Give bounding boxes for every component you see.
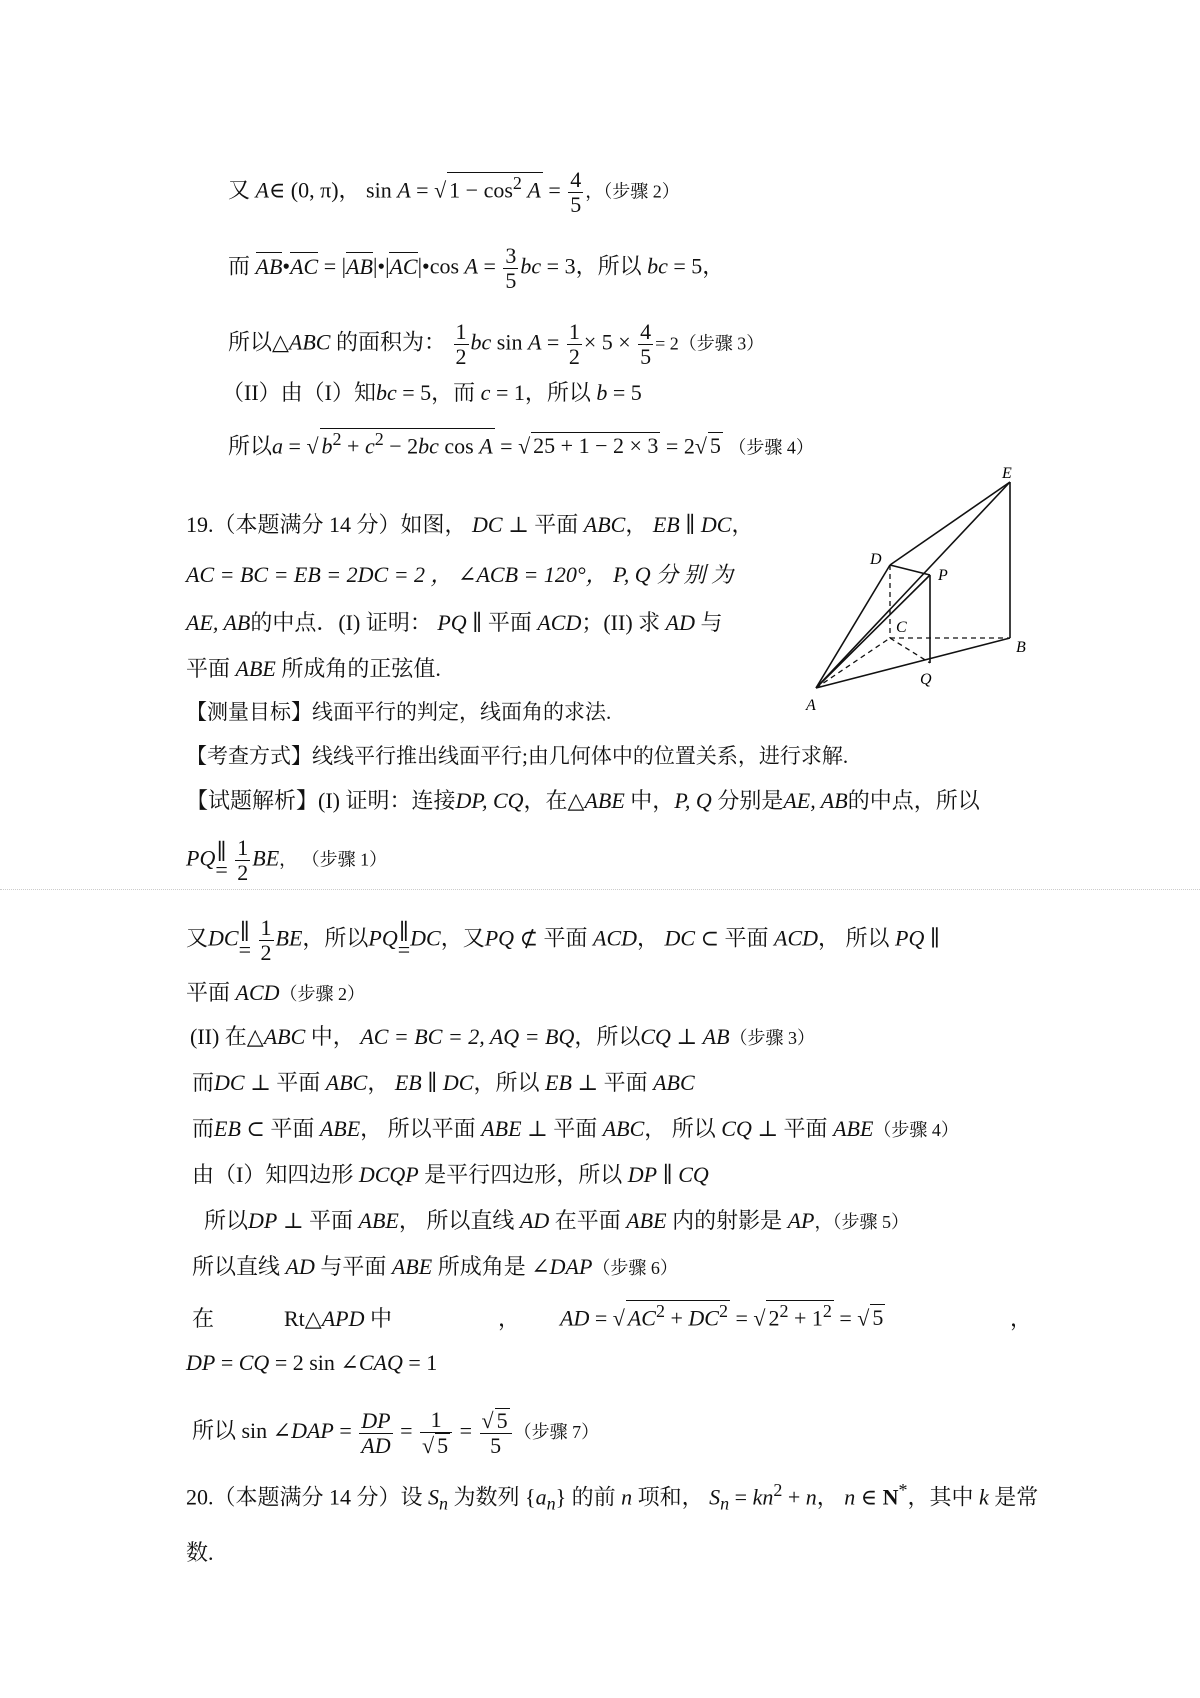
fraction: $\frac{4}{5}$	[570, 167, 582, 218]
solution-ad-comma: ，	[1010, 1306, 1033, 1331]
question-19-line3: AE, AB的中点．(I) 证明： PQ ∥ 平面 ACD；(II) 求 AD 与	[186, 610, 723, 635]
fraction: $\frac{3}{5}$	[505, 243, 517, 294]
solution-step3: (II) 在△ABC 中， AC = BC = 2, AQ = BQ，所以CQ ⊥ AB（步骤 3）	[190, 1024, 816, 1049]
label-b: B	[1016, 639, 1026, 656]
fraction: $\frac{1}{2}$	[237, 835, 249, 886]
fraction: $\frac{1}{2}$	[260, 915, 272, 966]
solution-line-sin-a: 又 A∈ (0, π)， sin A = √ $1 - \cos^2 A$ = $\frac{4}{5}$ ，（步骤 2）	[228, 167, 680, 218]
solution-rt-word: 在	[192, 1306, 215, 1331]
solution-ad-length: AD = √ $AC^2 + DC^2$ = √ $2^2 + 1^2$ = √ 5	[560, 1301, 884, 1331]
label-c: C	[896, 619, 907, 636]
solution-rt-triangle: Rt△APD 中	[284, 1306, 392, 1331]
solution-step1: PQ ∥ = $\frac{1}{2}$ BE， （步骤 1）	[186, 835, 388, 886]
solution-step7: 所以 sin ∠DAP = $\frac{DP}{AD}$ = $\frac{1}{√ 5}$ = $\frac{√ 5}{5}$ （步骤 7）	[192, 1407, 600, 1459]
page-break-divider	[0, 889, 1200, 890]
solution-step5: 所以DP ⊥ 平面 ABE， 所以直线 AD 在平面 ABE 内的射影是 AP，（步骤 5）	[204, 1208, 909, 1233]
fraction: $\frac{4}{5}$	[640, 319, 652, 370]
solution-step6: 所以直线 AD 与平面 ABE 所成角是 ∠DAP（步骤 6）	[192, 1254, 678, 1279]
fraction: $\frac{1}{2}$	[568, 319, 580, 370]
solution-parallelogram: 由（I）知四边形 DCQP 是平行四边形，所以 DP ∥ CQ	[192, 1162, 709, 1187]
fraction: $\frac{DP}{AD}$	[361, 1407, 391, 1458]
question-19-line1: 19.（本题满分 14 分）如图， DC ⊥ 平面 ABC， EB ∥ DC，	[186, 512, 754, 537]
label-q: Q	[920, 671, 932, 688]
label-p: P	[938, 567, 948, 584]
geometry-figure	[790, 460, 1080, 720]
question-19-line2: AC = BC = EB = 2DC = 2 ， ∠ACB = 120°， P, Q 分 别 为	[186, 562, 734, 587]
assessment-method: 【考查方式】线线平行推出线面平行;由几何体中的位置关系，进行求解.	[186, 744, 849, 768]
question-20-line2: 数.	[186, 1540, 214, 1565]
solution-rt-comma: ，	[498, 1306, 521, 1331]
question-20-line1: 20.（本题满分 14 分）设 $S_n$ 为数列 $\{a_n\}$ 的前 n 项和， $S_n = kn^2 + n$， n ∈ N*，其中 k 是常	[186, 1480, 1039, 1514]
solution-step4: 而EB ⊂ 平面 ABE， 所以平面 ABE ⊥ 平面 ABC， 所以 CQ ⊥ 平面 ABE（步骤 4）	[192, 1116, 959, 1141]
solution-analysis-line1: 【试题解析】(I) 证明：连接DP, CQ，在△ABE 中，P, Q 分别是AE, AB的中点，所以	[186, 788, 980, 813]
measurement-objective: 【测量目标】线面平行的判定，线面角的求法.	[186, 700, 612, 724]
solution-line-eb-perp: 而DC ⊥ 平面 ABC， EB ∥ DC，所以 EB ⊥ 平面 ABC	[192, 1070, 695, 1095]
label-e: E	[1002, 465, 1012, 482]
label-d: D	[870, 551, 882, 568]
question-19-line4: 平面 ABE 所成角的正弦值.	[186, 656, 441, 681]
solution-line-side-a: 所以a = √ $b^2 + c^2 - 2bc$ cos A = √ 25 + 1 − 2 × 3 = 2√ 5 （步骤 4）	[228, 429, 814, 459]
solution-step2-line1: 又DC ∥ = $\frac{1}{2}$ BE，所以PQ ∥ = DC，又PQ ⊄ 平面 ACD， DC ⊂ 平面 ACD， 所以 PQ ∥	[186, 915, 941, 966]
solution-step2-line2: 平面 ACD（步骤 2）	[186, 980, 366, 1005]
solution-line-part2: （II）由（I）知bc = 5，而 c = 1，所以 b = 5	[222, 380, 642, 405]
fraction: $\frac{1}{2}$	[455, 319, 467, 370]
fraction: $\frac{1}{√ 5}$	[420, 1408, 452, 1458]
solution-dp-length: DP = CQ = 2 sin ∠CAQ = 1	[186, 1350, 438, 1375]
solution-line-dot-product: 而 AB•AC = |AB|•|AC|•cos A = $\frac{3}{5}$ bc = 3，所以 bc = 5，	[228, 243, 725, 294]
fraction: $\frac{√ 5}{5}$	[480, 1408, 512, 1458]
label-a: A	[806, 697, 816, 714]
solution-line-area: 所以△ABC 的面积为： $\frac{1}{2}$ bc sin A = $\frac{1}{2}$ × 5 × $\frac{4}{5}$ = 2（步骤 3）	[228, 319, 765, 370]
